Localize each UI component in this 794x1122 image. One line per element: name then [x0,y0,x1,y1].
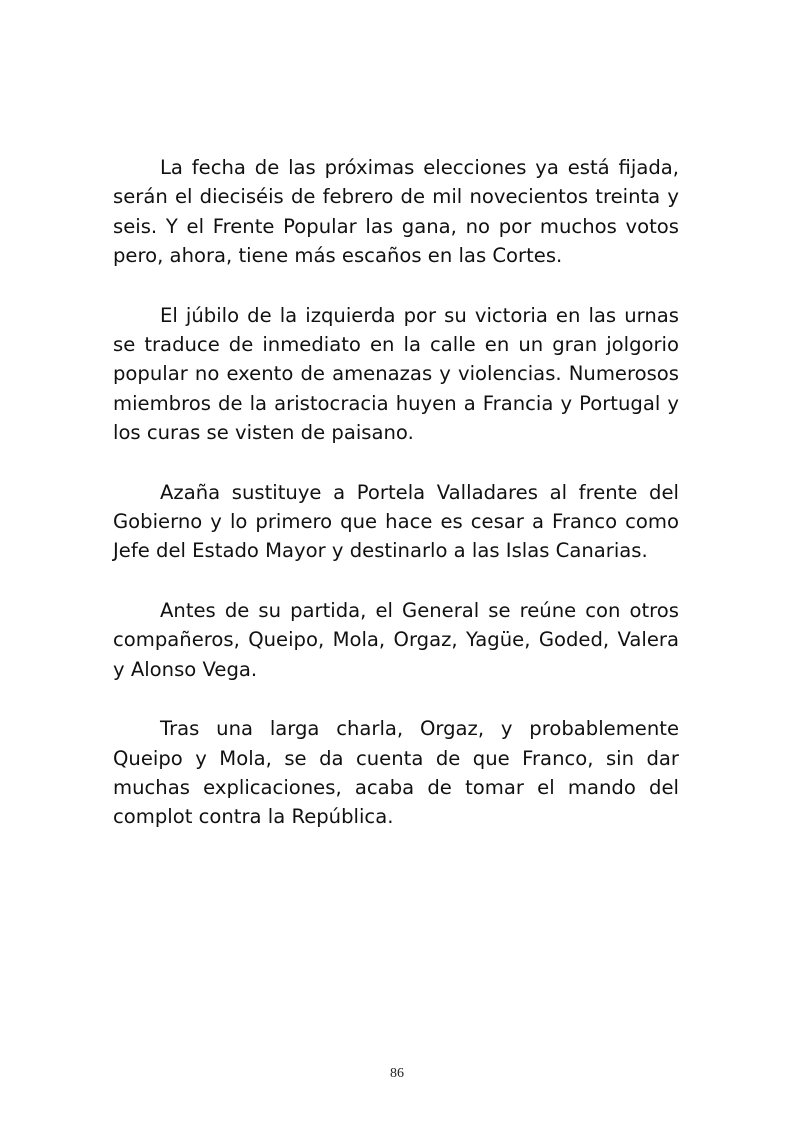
paragraph-meeting: Antes de su partida, el General se reúne con otros compañeros, Queipo, Mola, Orgaz, Yagüe, Goded, Valera y Alonso Vega. [113,598,679,681]
paragraph-jubilation: El júbilo de la izquierda por su victoria en las urnas se traduce de inmediato en la calle en un gran jolgorio popular no exento de amenazas y violencias. Numerosos miembros de la aristocracia huyen a Francia y Portugal y los curas se visten de paisano. [113,303,679,445]
page-number: 86 [390,1066,404,1081]
paragraph-complot: Tras una larga charla, Orgaz, y probablemente Queipo y Mola, se da cuenta de que Franco, sin dar muchas explicaciones, acaba de tomar el mando del complot contra la República. [113,717,679,829]
paragraph-elections: La fecha de las próximas elecciones ya está fijada, serán el dieciséis de febrero de mil novecientos treinta y seis. Y el Frente Popular las gana, no por muchos votos pero, ahora, tiene más escaños en las Cortes. [113,156,679,268]
paragraph-azana: Azaña sustituye a Portela Valladares al frente del Gobierno y lo primero que hace es cesar a Franco como Jefe del Estado Mayor y destinarlo a las Islas Canarias. [113,480,679,563]
body-text [113,153,679,862]
